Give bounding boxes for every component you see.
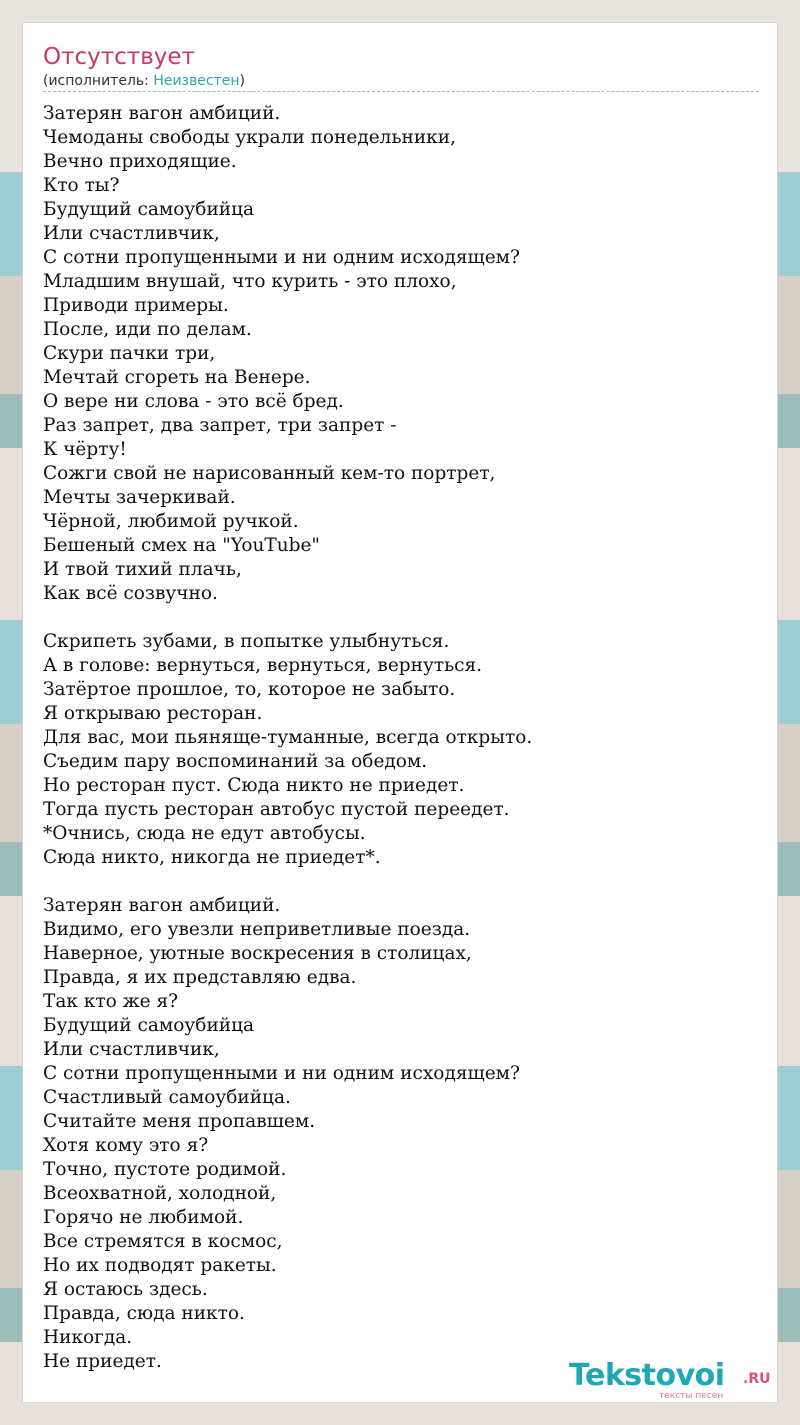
lyric-line: Бешеный смех на "YouTube" xyxy=(43,535,320,556)
lyric-line: Все стремятся в космос, xyxy=(43,1231,283,1252)
lyric-line: Затерян вагон амбиций. xyxy=(43,103,281,124)
lyric-line: Тогда пусть ресторан автобус пустой переедет. xyxy=(43,799,510,820)
lyric-line: Вечно приходящие. xyxy=(43,151,237,172)
lyric-line: С сотни пропущенными и ни одним исходящем? xyxy=(43,1063,520,1084)
lyric-line: Съедим пару воспоминаний за обедом. xyxy=(43,751,428,772)
lyric-line: Но их подводят ракеты. xyxy=(43,1255,277,1276)
lyric-line: Кто ты? xyxy=(43,175,120,196)
lyric-line: Мечты зачеркивай. xyxy=(43,487,236,508)
lyric-line: С сотни пропущенными и ни одним исходящем? xyxy=(43,247,520,268)
lyric-line: Затерян вагон амбиций. xyxy=(43,895,281,916)
artist-suffix: ) xyxy=(239,73,245,89)
logo-tld: .RU xyxy=(743,1371,771,1387)
song-title: Отсутствует xyxy=(43,44,195,70)
lyric-line: Будущий самоубийца xyxy=(43,199,255,220)
lyric-line xyxy=(43,606,759,630)
logo-tagline: тексты песен xyxy=(659,1391,724,1401)
lyric-line: О вере ни слова - это всё бред. xyxy=(43,391,344,412)
lyric-line: Считайте меня пропавшем. xyxy=(43,1111,316,1132)
lyric-line: Горячо не любимой. xyxy=(43,1207,244,1228)
lyric-line: Сожги свой не нарисованный кем-то портрет, xyxy=(43,463,496,484)
title-divider xyxy=(43,91,759,92)
lyric-line: После, иди по делам. xyxy=(43,319,252,340)
lyric-line xyxy=(43,870,759,894)
lyric-line: К чёрту! xyxy=(43,439,127,460)
artist-link[interactable]: Неизвестен xyxy=(153,73,240,89)
lyric-line: Мечтай сгореть на Венере. xyxy=(43,367,311,388)
lyric-line: Затёртое прошлое, то, которое не забыто. xyxy=(43,679,456,700)
lyric-line: Правда, сюда никто. xyxy=(43,1303,245,1324)
lyric-line: Младшим внушай, что курить - это плохо, xyxy=(43,271,457,292)
lyric-line: Скрипеть зубами, в попытке улыбнуться. xyxy=(43,631,450,652)
lyrics-text xyxy=(43,102,759,1374)
lyric-line: Видимо, его увезли неприветливые поезда. xyxy=(43,919,471,940)
lyric-line: Всеохватной, холодной, xyxy=(43,1183,277,1204)
lyric-line: Или счастливчик, xyxy=(43,1039,220,1060)
lyric-line: Чемоданы свободы украли понедельники, xyxy=(43,127,456,148)
lyric-line: И твой тихий плачь, xyxy=(43,559,242,580)
lyric-line: Или счастливчик, xyxy=(43,223,220,244)
artist-line xyxy=(43,71,245,91)
lyric-line: Раз запрет, два запрет, три запрет - xyxy=(43,415,397,436)
lyric-line: Так кто же я? xyxy=(43,991,179,1012)
lyric-line: Сюда никто, никогда не приедет*. xyxy=(43,847,381,868)
lyric-line: Точно, пустоте родимой. xyxy=(43,1159,287,1180)
lyric-line: Скури пачки три, xyxy=(43,343,216,364)
lyric-line: *Очнись, сюда не едут автобусы. xyxy=(43,823,366,844)
site-logo[interactable] xyxy=(569,1359,779,1403)
logo-wordmark: Tekstovoi xyxy=(569,1358,725,1393)
lyric-line: Никогда. xyxy=(43,1327,133,1348)
lyric-line: Чёрной, любимой ручкой. xyxy=(43,511,299,532)
lyrics-card xyxy=(22,22,778,1403)
lyric-line: Наверное, уютные воскресения в столицах, xyxy=(43,943,472,964)
lyric-line: Приводи примеры. xyxy=(43,295,229,316)
lyric-line: А в голове: вернуться, вернуться, вернуться. xyxy=(43,655,483,676)
lyric-line: Я остаюсь здесь. xyxy=(43,1279,208,1300)
lyric-line: Я открываю ресторан. xyxy=(43,703,263,724)
lyric-line: Как всё созвучно. xyxy=(43,583,218,604)
lyric-line: Не приедет. xyxy=(43,1351,162,1372)
lyric-line: Счастливый самоубийца. xyxy=(43,1087,291,1108)
lyric-line: Но ресторан пуст. Сюда никто не приедет. xyxy=(43,775,465,796)
artist-prefix: (исполнитель: xyxy=(43,73,154,89)
lyric-line: Правда, я их представляю едва. xyxy=(43,967,357,988)
lyric-line: Для вас, мои пьяняще-туманные, всегда открыто. xyxy=(43,727,533,748)
lyric-line: Будущий самоубийца xyxy=(43,1015,255,1036)
lyric-line: Хотя кому это я? xyxy=(43,1135,209,1156)
